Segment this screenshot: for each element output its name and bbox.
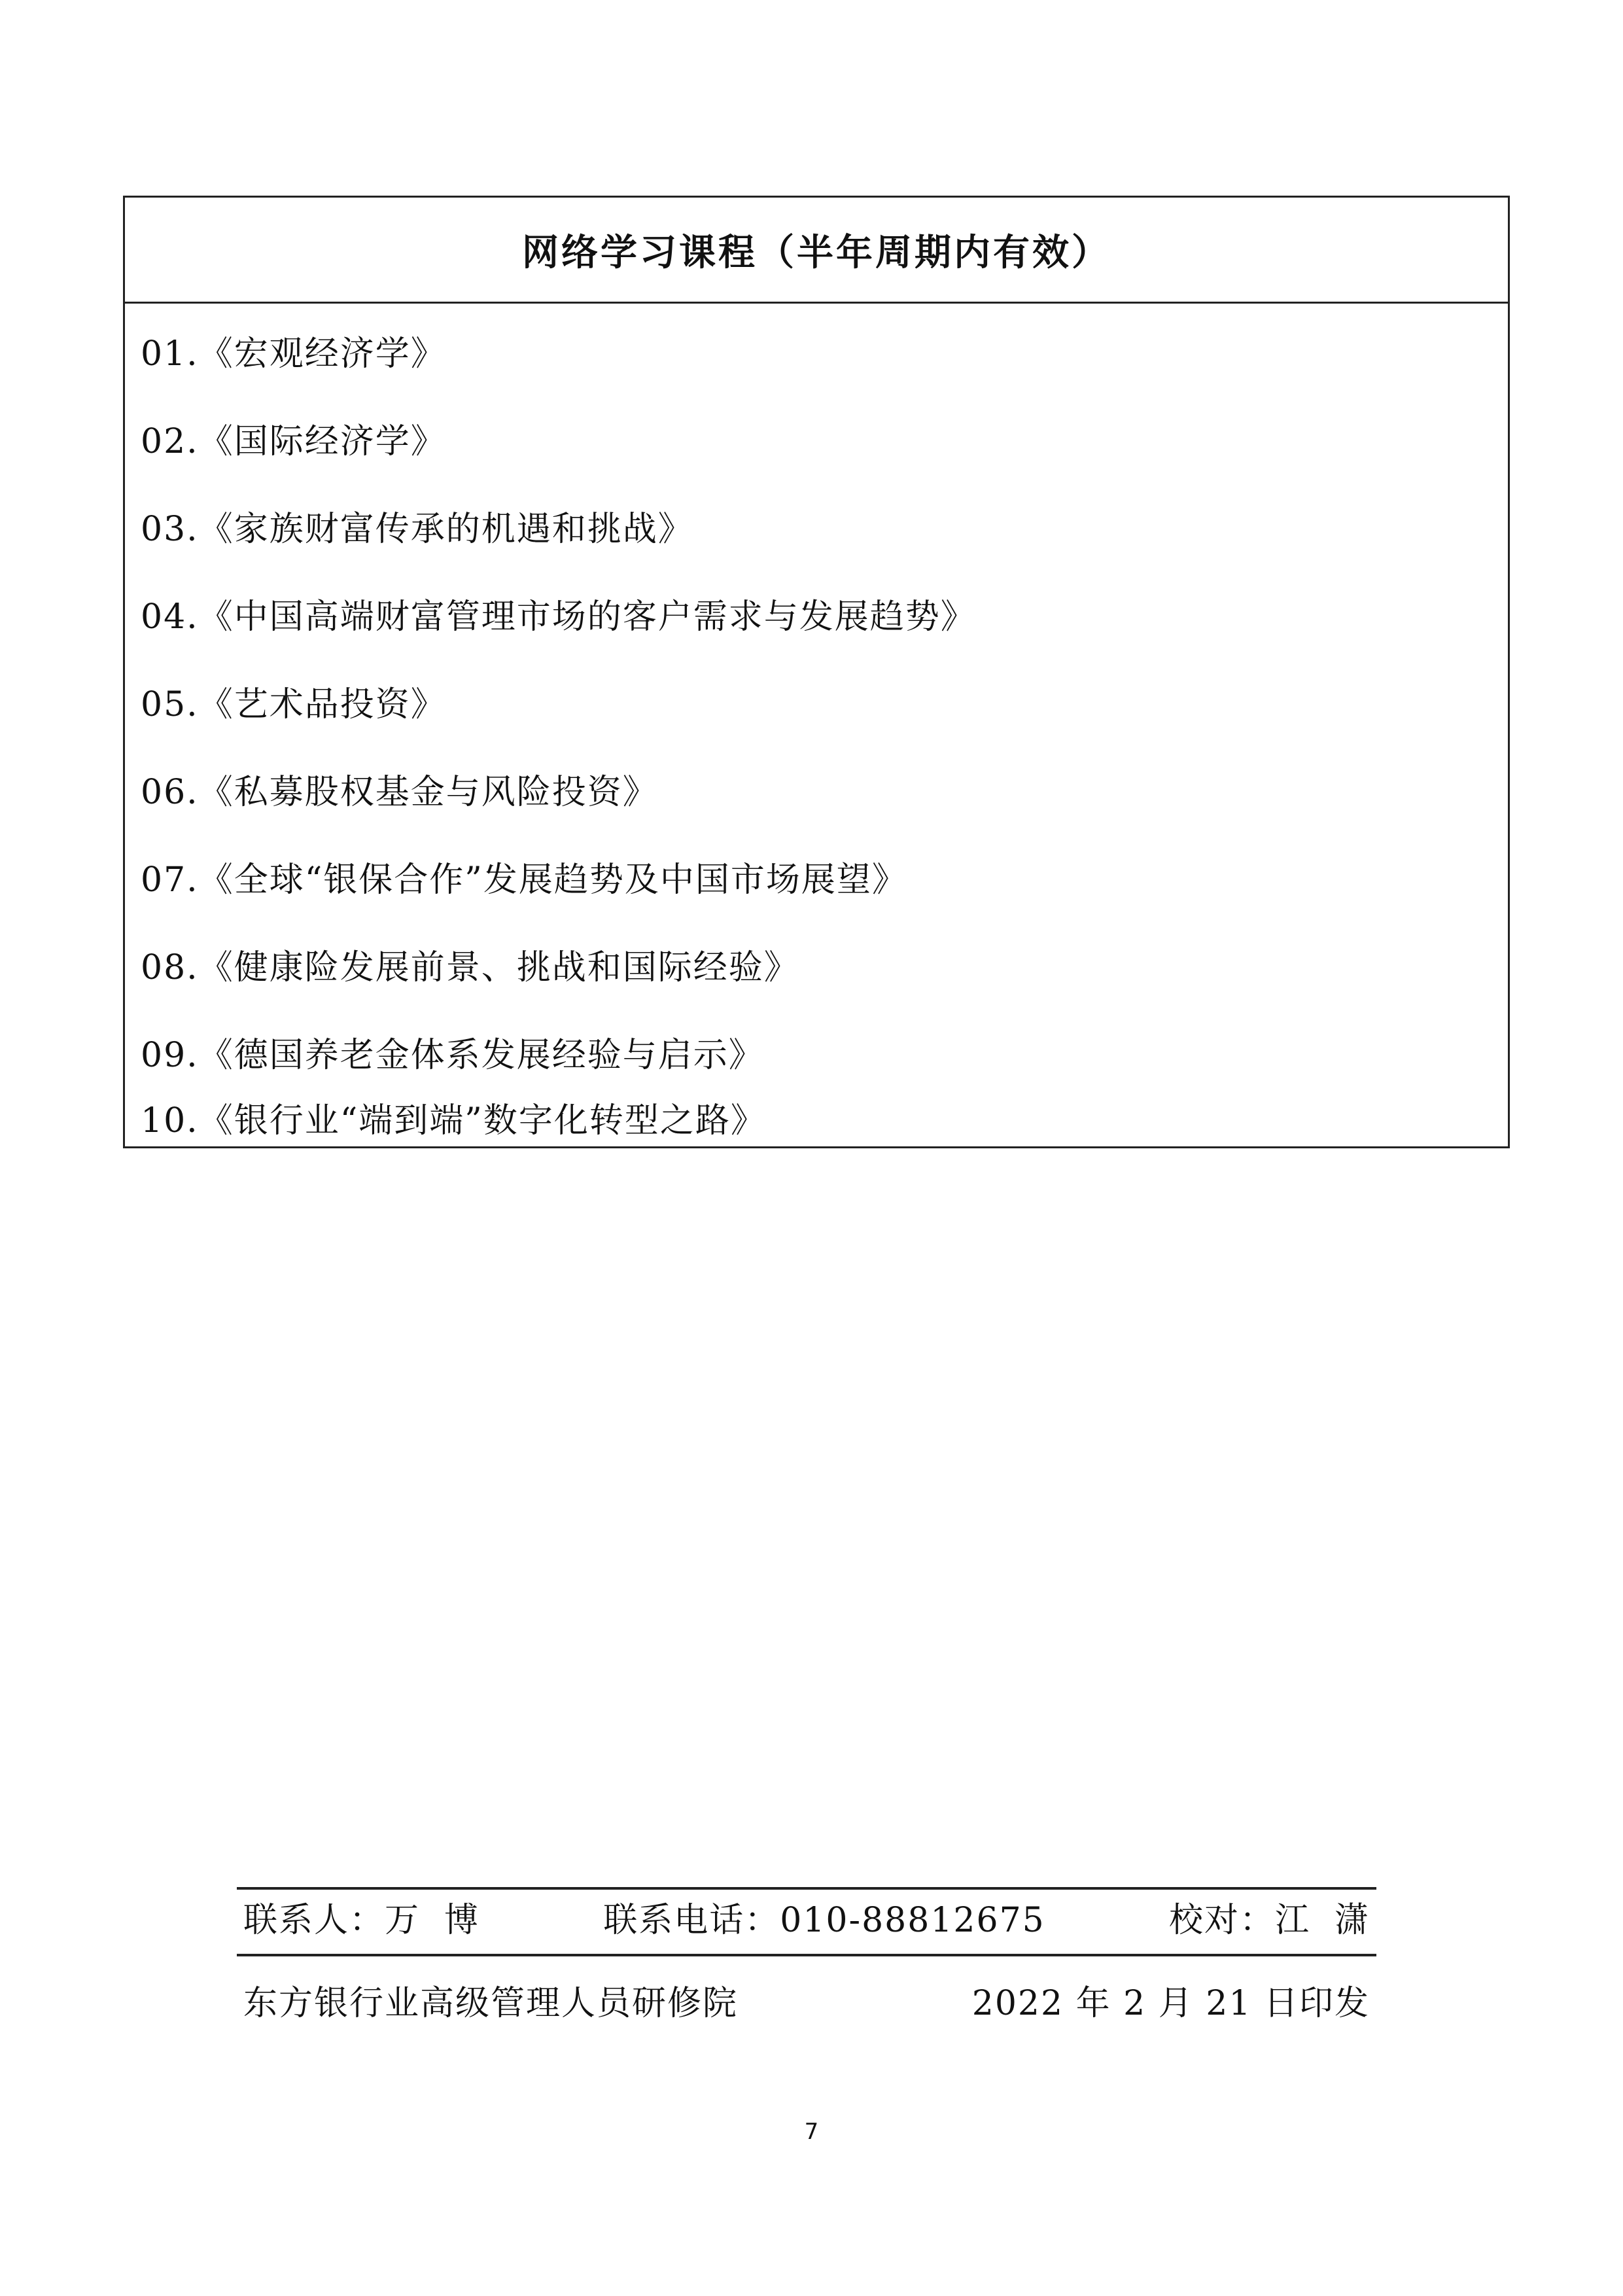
footer-bottom-rule: [237, 1954, 1376, 1956]
issue-date: 2022 年 2 月 21 日印发: [971, 1984, 1370, 2023]
proofreader: 校对：江 潇: [1168, 1901, 1370, 1940]
page-number: 7: [804, 2119, 819, 2145]
course-item: 02.《国际经济学》: [141, 422, 446, 461]
course-item: 03.《家族财富传承的机遇和挑战》: [141, 510, 693, 549]
footer-top-rule: [237, 1887, 1376, 1890]
course-item: 01.《宏观经济学》: [141, 334, 446, 374]
course-item: 06.《私募股权基金与风险投资》: [141, 773, 658, 812]
course-item: 05.《艺术品投资》: [141, 685, 446, 724]
issuer-name: 东方银行业高级管理人员研修院: [243, 1984, 739, 2023]
course-item: 09.《德国养老金体系发展经验与启示》: [141, 1036, 764, 1075]
course-table: [123, 196, 1510, 1148]
contact-person: 联系人：万 博: [243, 1901, 480, 1940]
contact-phone: 联系电话：010-88812675: [603, 1901, 1045, 1940]
course-item: 04.《中国高端财富管理市场的客户需求与发展趋势》: [141, 597, 976, 637]
course-item: 10.《银行业“端到端”数字化转型之路》: [141, 1101, 766, 1140]
course-item: 07.《全球“银保合作”发展趋势及中国市场展望》: [141, 860, 907, 900]
footer-issue-row: [243, 1983, 1370, 2024]
course-item: 08.《健康险发展前景、挑战和国际经验》: [141, 948, 799, 987]
course-table-title: 网络学习课程（半年周期内有效）: [125, 198, 1508, 304]
footer-contact-row: [243, 1899, 1370, 1941]
